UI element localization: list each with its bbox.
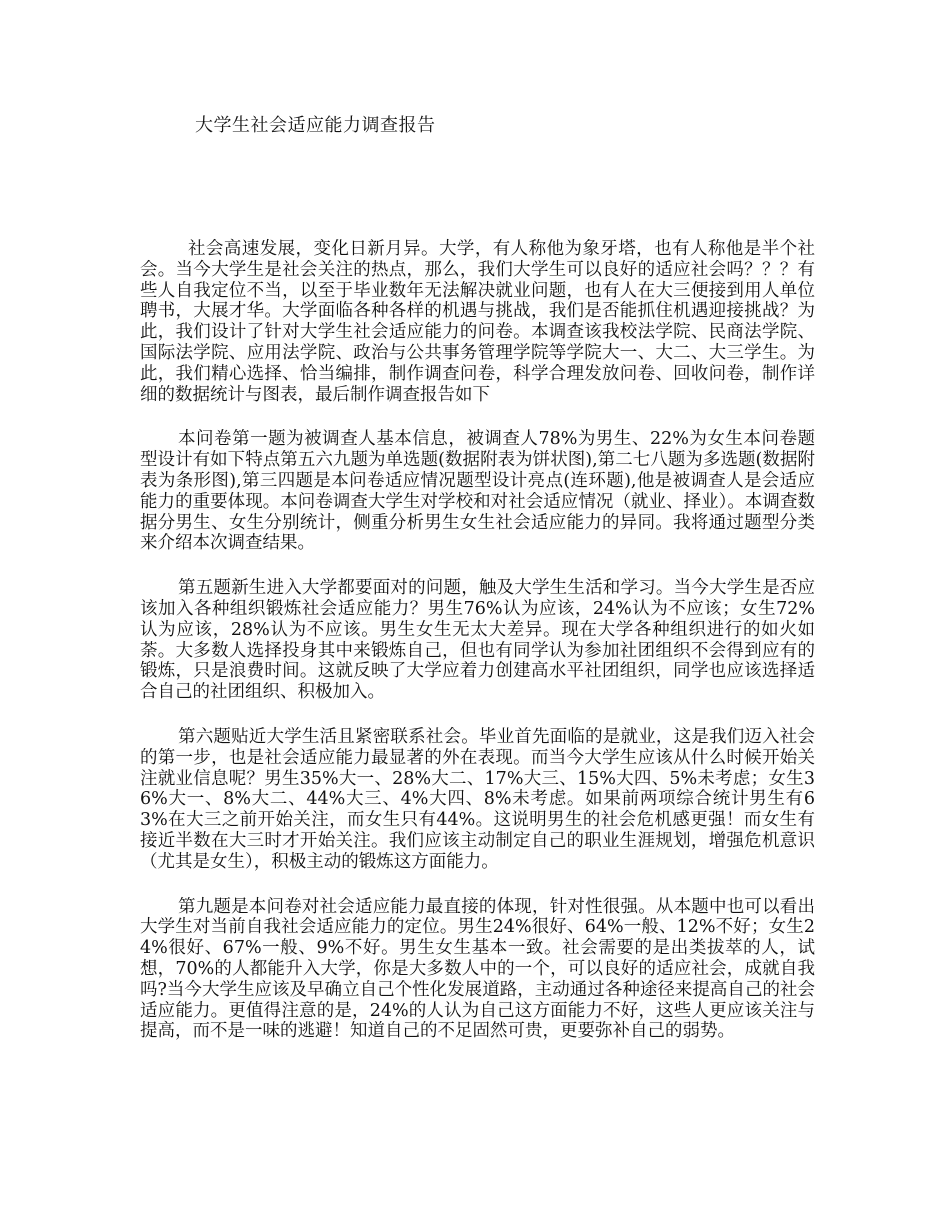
document-body — [140, 239, 815, 1066]
paragraph-survey-overview: 本问卷第一题为被调查人基本信息，被调查人78%为男生、22%为女生本问卷题型设计有如下特点第五六九题为单选题(数据附表为饼状图),第二七八题为多选题(数据附表为条形图),第三四题是本问卷适应情况题型设计亮点(连环题),他是被调查人是会适应能力的重要体现。本问卷调查大学生对学校和对社会适应情况（就业、择业）。本调查数据分男生、女生分别统计，侧重分析男生女生社会适应能力的异同。我将通过题型分类来介绍本次调查结果。 — [140, 429, 815, 554]
paragraph-question-six: 第六题贴近大学生活且紧密联系社会。毕业首先面临的是就业，这是我们迈入社会的第一步，也是社会适应能力最显著的外在表现。而当今大学生应该从什么时候开始关注就业信息呢？男生35%大一、28%大二、17%大三、15%大四、5%未考虑；女生36%大一、8%大二、44%大三、4%大四、8%未考虑。如果前两项综合统计男生有63%在大三之前开始关注，而女生只有44%。这说明男生的社会危机感更强！而女生有接近半数在大三时才开始关注。我们应该主动制定自己的职业生涯规划，增强危机意识（尤其是女生），积极主动的锻炼这方面能力。 — [140, 726, 815, 872]
paragraph-question-five: 第五题新生进入大学都要面对的问题，触及大学生生活和学习。当今大学生是否应该加入各种组织锻炼社会适应能力？男生76%认为应该，24%认为不应该；女生72%认为应该，28%认为不应该。男生女生无太大差异。现在大学各种组织进行的如火如荼。大多数人选择投身其中来锻炼自己，但也有同学认为参加社团组织不会得到应有的锻炼，只是浪费时间。这就反映了大学应着力创建高水平社团组织，同学也应该选择适合自己的社团组织、积极加入。 — [140, 578, 815, 703]
document-title: 大学生社会适应能力调查报告 — [195, 115, 436, 136]
paragraph-intro: 社会高速发展，变化日新月异。大学，有人称他为象牙塔，也有人称他是半个社会。当今大学生是社会关注的热点，那么，我们大学生可以良好的适应社会吗？？？有些人自我定位不当，以至于毕业数年无法解决就业问题，也有人在大三便接到用人单位聘书，大展才华。大学面临各种各样的机遇与挑战，我们是否能抓住机遇迎接挑战？为此，我们设计了针对大学生社会适应能力的问卷。本调查该我校法学院、民商法学院、国际法学院、应用法学院、政治与公共事务管理学院等学院大一、大二、大三学生。为此，我们精心选择、恰当编排，制作调查问卷，科学合理发放问卷、回收问卷，制作详细的数据统计与图表，最后制作调查报告如下 — [140, 239, 815, 405]
paragraph-question-nine: 第九题是本问卷对社会适应能力最直接的体现，针对性很强。从本题中也可以看出大学生对当前自我社会适应能力的定位。男生24%很好、64%一般、12%不好；女生24%很好、67%一般、9%不好。男生女生基本一致。社会需要的是出类拔萃的人，试想，70%的人都能升入大学，你是大多数人中的一个，可以良好的适应社会，成就自我吗?当今大学生应该及早确立自己个性化发展道路，主动通过各种途径来提高自己的社会适应能力。更值得注意的是，24%的人认为自己这方面能力不好，这些人更应该关注与提高，而不是一味的逃避！知道自己的不足固然可贵，更要弥补自己的弱势。 — [140, 896, 815, 1042]
